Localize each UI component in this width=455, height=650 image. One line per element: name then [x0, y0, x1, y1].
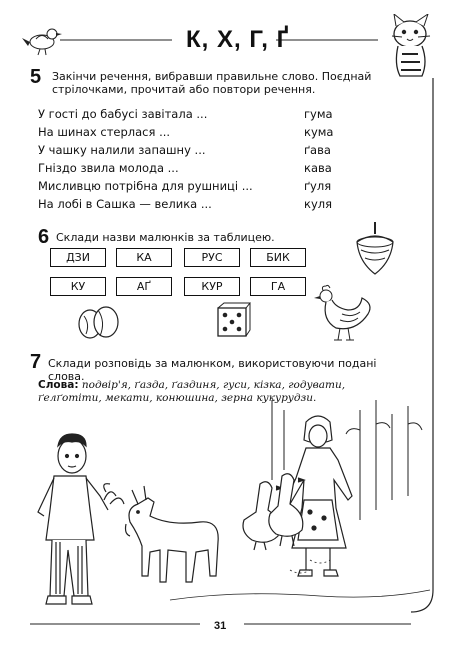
goat-illustration: [126, 486, 219, 582]
sentence-3: У чашку налили запашну ...: [38, 143, 206, 157]
words-label: Слова:: [38, 379, 79, 391]
exercise-7-instruction: Склади розповідь за малюнком, використовуючи подані слова.: [48, 357, 377, 383]
syllable-box: БИК: [250, 248, 306, 267]
syllable-box: ГА: [250, 277, 306, 296]
exercise-5-instruction: Закінчи речення, вибравши правильне слово. Поєднай стрілочками, прочитай або повтори речення.: [52, 70, 372, 96]
bird-icon: [22, 22, 62, 56]
boy-illustration: [38, 434, 124, 604]
syllable-box: КУ: [50, 277, 106, 296]
syllable-box: РУС: [184, 248, 240, 267]
woman-illustration: [286, 416, 352, 576]
sentence-6: На лобі в Сашка — велика ...: [38, 197, 212, 211]
spinning-top-icon: [353, 222, 397, 276]
page-number: 31: [214, 620, 227, 632]
sentence-2: На шинах стерлася ...: [38, 125, 171, 139]
farm-illustration: [20, 400, 440, 610]
word-option-2: кума: [304, 125, 334, 139]
sentence-4: Гніздо звила молода ...: [38, 161, 179, 175]
exercise-6-instruction: Склади назви малюнків за таблицею.: [56, 231, 275, 244]
word-option-3: ґава: [304, 143, 331, 157]
syllable-box: ДЗИ: [50, 248, 106, 267]
words-list: подвір'я, ґазда, ґаздиня, гуси, кізка, годувати, ґелґотіти, мекати, конюшина, зерна кукурудзи.: [38, 379, 346, 404]
syllable-box: КУР: [184, 277, 240, 296]
dice-icon: [216, 302, 252, 338]
word-option-4: кава: [304, 161, 332, 175]
page-title: К, Х, Г, Ґ: [186, 26, 290, 53]
exercise-7-number: 7: [30, 351, 42, 373]
syllable-box: КА: [116, 248, 172, 267]
corn-stalks: [272, 400, 422, 520]
sentence-1: У гості до бабусі завітала ...: [38, 107, 208, 121]
exercise-6-number: 6: [38, 226, 50, 248]
nuts-icon: [76, 302, 120, 342]
sentence-5: Мисливцю потрібна для рушниці ...: [38, 179, 253, 193]
word-option-6: куля: [304, 197, 333, 211]
syllable-box: АҐ: [116, 277, 172, 296]
word-option-5: ґуля: [304, 179, 332, 193]
cat-icon: [384, 14, 436, 78]
hen-icon: [312, 284, 376, 342]
exercise-5-number: 5: [30, 66, 42, 88]
word-option-1: гума: [304, 107, 333, 121]
